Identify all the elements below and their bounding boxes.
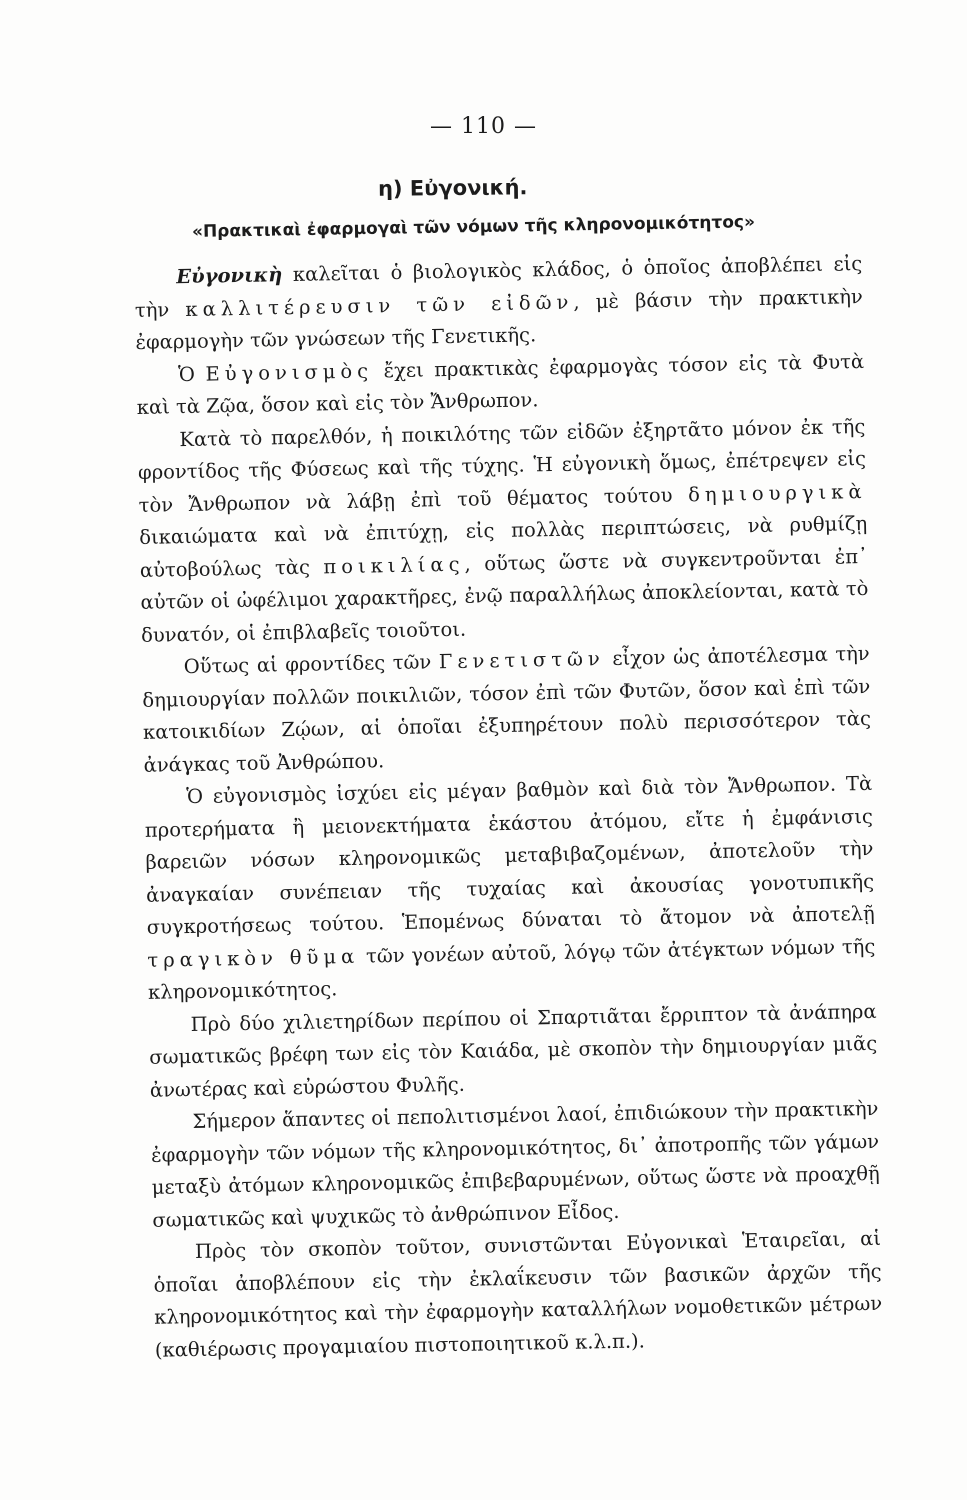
- spaced-emphasis: καλλιτέρευσιν τῶν εἰδῶν: [185, 290, 574, 321]
- paragraph-past: [137, 410, 869, 651]
- paragraph-text: Ὁ εὐγονισμὸς ἰσχύει εἰς μέγαν βαθμὸν καὶ διὰ τὸν Ἄνθρωπον. Τὰ προτερήματα ἢ μειονεκτήματα ἑκάστου ἀτόμου, εἴτε ἡ ἐμφάνισις βαρειῶν νόσων κληρονομικῶς μεταβιβαζομένων, ἀποτελοῦν τὴν ἀναγκαίαν συνέπειαν τῆς τυχαίας καὶ ἀκουσίας γονοτυπικῆς συγκροτήσεως τούτου. Ἑπομένως δύναται τὸ ἄτομον νὰ ἀποτελῇ: [144, 771, 875, 939]
- paragraph-human: [144, 768, 876, 1009]
- paragraph-text: Πρὸ δύο χιλιετηρίδων περίπου οἱ Σπαρτιᾶται ἔρριπτον τὰ ἀνάπηρα σωματικῶς βρέφη των εἰς τὸν Καιάδα, μὲ σκοπὸν τὴν δημιουργίαν μιᾶς ἀνωτέρας καὶ εὐρώστου Φυλῆς.: [149, 999, 878, 1102]
- body-text: [134, 248, 883, 1367]
- spaced-emphasis: Εὐγονισμὸς: [205, 358, 374, 386]
- paragraph-text: Οὕτως αἱ φροντίδες τῶν: [183, 650, 440, 679]
- paragraph-text: Πρὸς τὸν σκοπὸν τοῦτον, συνιστῶνται Εὐγονικαὶ Ἑταιρεῖαι, αἱ ὁποῖαι ἀποβλέπουν εἰς τὴν ἐκλαΐκευσιν τῶν βασικῶν ἀρχῶν τῆς κληρονομικότητος καὶ τὴν ἐφαρμογὴν καταλλήλων νομοθετικῶν μέτρων (καθιέρωσις προγαμιαίου πιστοποιητικοῦ κ.λ.π.).: [153, 1226, 883, 1362]
- section-heading: η) Εὐγονική.: [377, 175, 528, 201]
- paragraph-text: τῶν γονέων αὐτοῦ, λόγῳ τῶν ἀτέγκτων νόμων τῆς κληρονομικότητος.: [147, 934, 876, 1004]
- spaced-emphasis: τραγικὸν θῦμα: [147, 944, 360, 972]
- paragraph-societies: [153, 1223, 883, 1367]
- paragraph-text: , μὲ βάσιν τὴν πρακτικὴν ἐφαρμογὴν τῶν γνώσεων τῆς Γενετικῆς.: [135, 284, 864, 354]
- term-eugenics: Εὐγονικὴ: [176, 263, 283, 289]
- paragraph-today: [150, 1093, 880, 1237]
- spaced-emphasis: δημιουργικὰ: [687, 479, 867, 506]
- paragraph-text: Ὁ: [177, 362, 206, 386]
- paragraph-text: εἶχον ὡς ἀποτέλεσμα τὴν δημιουργίαν πολλῶν ποικιλιῶν, τόσον ἐπὶ τῶν Φυτῶν, ὅσον καὶ ἐπὶ τῶν κατοικιδίων Ζῴων, αἱ ὁποῖαι ἐξυπηρέτουν πολὺ περισσότερον τὰς ἀνάγκας τοῦ Ἀνθρώπου.: [142, 641, 872, 777]
- spaced-emphasis: ποικιλίας: [323, 552, 465, 578]
- page-number: — 110 —: [430, 114, 537, 139]
- paragraph-text: ἔχει πρακτικὰς ἐφαρμογὰς τόσον εἰς τὰ Φυτὰ καὶ τὰ Ζῷα, ὅσον καὶ εἰς τὸν Ἄνθρωπον.: [136, 349, 865, 419]
- paragraph-definition: [134, 248, 864, 359]
- paragraph-text: δικαιώματα καὶ νὰ ἐπιτύχῃ, εἰς πολλὰς περιπτώσεις, νὰ ρυθμίζῃ αὐτοβούλως τὰς: [139, 511, 868, 582]
- spaced-emphasis: Γενετιστῶν: [438, 647, 605, 674]
- paragraph-text: καλεῖται ὁ βιολογικὸς κλάδος, ὁ ὁποῖος ἀποβλέπει εἰς τὴν: [134, 252, 863, 322]
- paragraph-geneticists: [141, 638, 871, 782]
- paragraph-sparta: [148, 995, 878, 1106]
- section-subtitle: «Πρακτικαὶ ἐφαρμογαὶ τῶν νόμων τῆς κληρονομικότητος»: [191, 212, 756, 242]
- paragraph-text: Κατὰ τὸ παρελθόν, ἡ ποικιλότης τῶν εἰδῶν ἐξηρτᾶτο μόνον ἐκ τῆς φροντίδος τῆς Φύσεως καὶ τῆς τύχης. Ἡ εὐγονικὴ ὅμως, ἐπέτρεψεν εἰς τὸν Ἄνθρωπον νὰ λάβῃ ἐπὶ τοῦ θέματος τούτου: [137, 414, 867, 517]
- paragraph-text: , οὕτως ὥστε νὰ συγκεντροῦνται ἐπ᾽ αὐτῶν οἱ ὠφέλιμοι χαρακτῆρες, ἐνῷ παραλλήλως ἀποκλείονται, κατὰ τὸ δυνατόν, οἱ ἐπιβλαβεῖς τοιοῦτοι.: [140, 544, 869, 647]
- paragraph-text: Σήμερον ἅπαντες οἱ πεπολιτισμένοι λαοί, ἐπιδιώκουν τὴν πρακτικὴν ἐφαρμογὴν τῶν νόμων τῆς κληρονομικότητος, δι᾽ ἀποτροπῆς τῶν γάμων μεταξὺ ἀτόμων κληρονομικῶς ἐπιβεβαρυμένων, οὕτως ὥστε νὰ προαχθῇ σωματικῶς καὶ ψυχικῶς τὸ ἀνθρώπινον Εἶδος.: [150, 1096, 880, 1232]
